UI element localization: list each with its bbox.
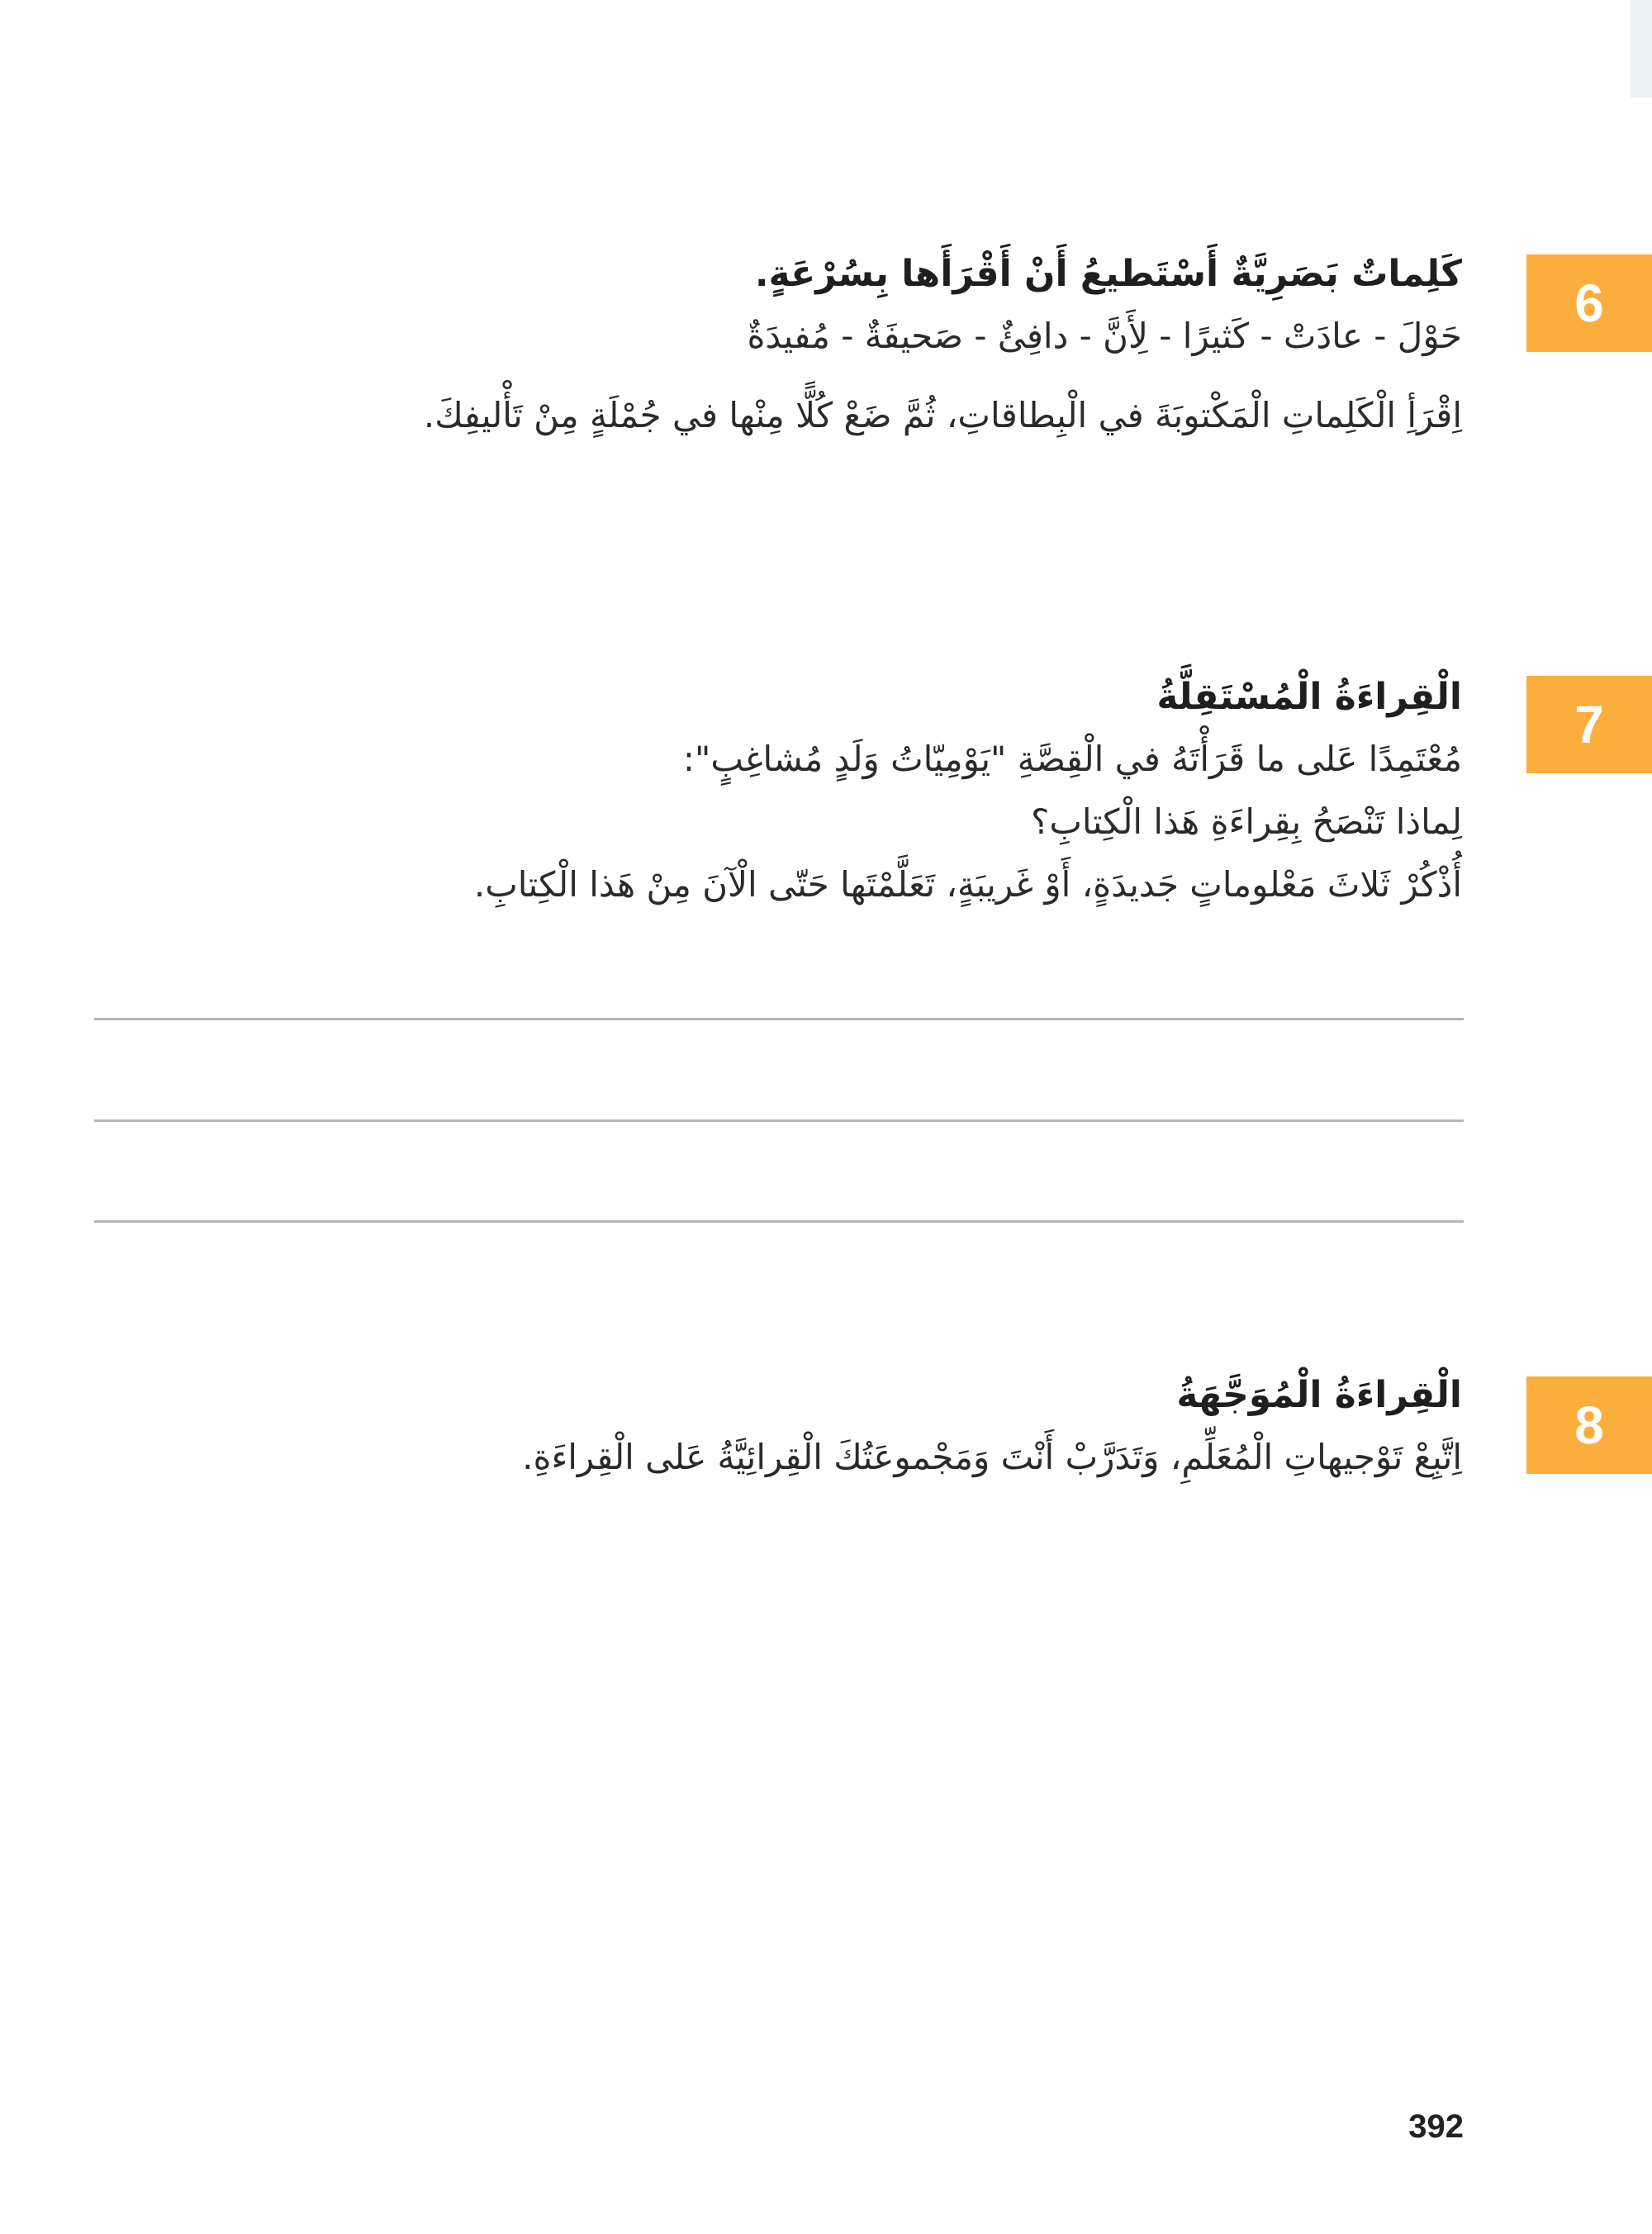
section-number-badge: 8 (1526, 1376, 1652, 1474)
word-list: حَوْلَ - عادَتْ - كَثيرًا - لِأَنَّ - دافِئٌ - صَحيفَةٌ - مُفيدَةٌ (747, 316, 1462, 356)
section-number-badge: 6 (1526, 254, 1652, 352)
question-text: أُذْكُرْ ثَلاثَ مَعْلوماتٍ جَديدَةٍ، أَوْ غَريبَةٍ، تَعَلَّمْتَها حَتّى الْآنَ مِنْ هَذا الْكِتابِ. (473, 864, 1462, 905)
section-title: الْقِراءَةُ الْمُسْتَقِلَّةُ (1156, 676, 1462, 718)
question-intro: مُعْتَمِدًا عَلى ما قَرَأْتَهُ في الْقِصَّةِ "يَوْمِيّاتُ وَلَدٍ مُشاغِبٍ": (682, 739, 1462, 779)
page-number: 392 (1408, 2108, 1464, 2145)
answer-line[interactable] (94, 1220, 1464, 1223)
section-independent-reading (91, 667, 1462, 916)
instruction-text: اِقْرَأِ الْكَلِماتِ الْمَكْتوبَةَ في الْبِطاقاتِ، ثُمَّ ضَعْ كُلًّا مِنْها في جُمْلَةٍ مِنْ تَأْليفِكَ. (423, 395, 1462, 435)
answer-line[interactable] (94, 1018, 1464, 1020)
section-title: كَلِماتٌ بَصَرِيَّةٌ أَسْتَطيعُ أَنْ أَقْرَأَها بِسُرْعَةٍ. (754, 253, 1462, 295)
instruction-text: اِتَّبِعْ تَوْجيهاتِ الْمُعَلِّمِ، وَتَدَرَّبْ أَنْتَ وَمَجْموعَتُكَ الْقِرائِيَّةُ عَلى الْقِراءَةِ. (522, 1437, 1462, 1477)
section-number-badge: 7 (1526, 676, 1652, 773)
section-title: الْقِراءَةُ الْمُوَجَّهَةُ (1176, 1374, 1462, 1416)
page-edge-strip (1631, 0, 1652, 97)
question-text: لِماذا تَنْصَحُ بِقِراءَةِ هَذا الْكِتابِ؟ (1031, 801, 1462, 842)
section-guided-reading (91, 1365, 1462, 1489)
section-visual-words (91, 244, 1462, 447)
answer-line[interactable] (94, 1119, 1464, 1122)
